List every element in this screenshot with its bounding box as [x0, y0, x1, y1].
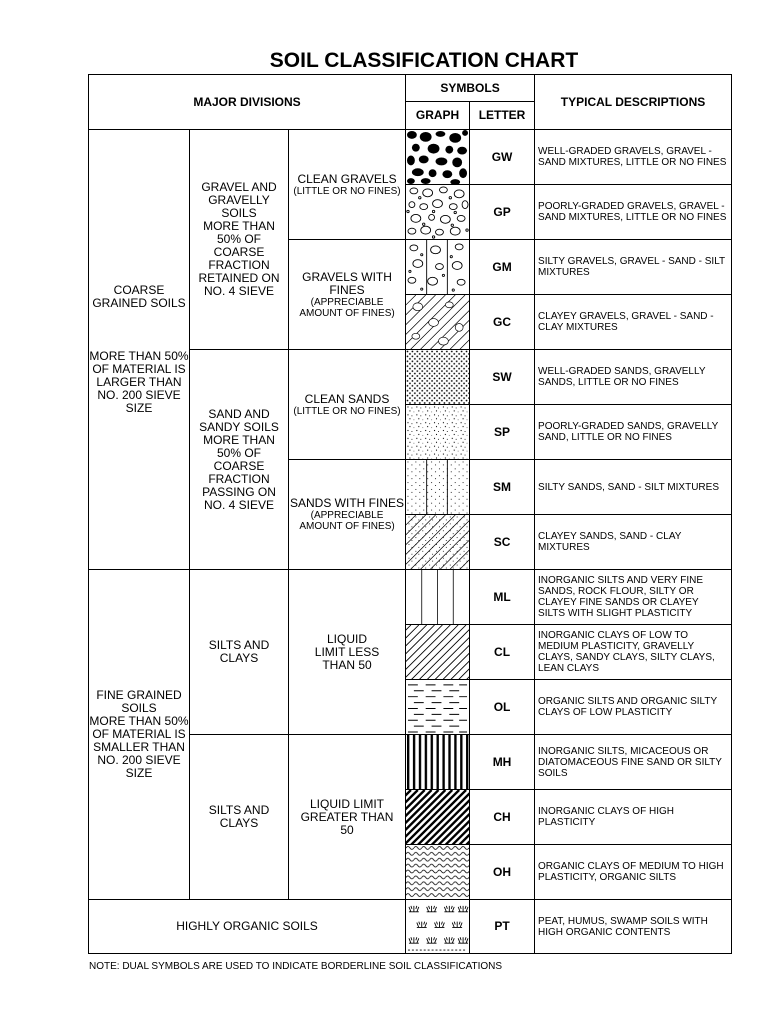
letter-cl: CL: [470, 625, 535, 680]
sand-cell: [190, 350, 289, 570]
liquid-limit-low-label: LIQUID LIMIT LESS THAN 50: [314, 631, 380, 672]
letter-sp: SP: [470, 405, 535, 460]
description-mh: INORGANIC SILTS, MICACEOUS OR DIATOMACEOUS FINE SAND OR SILTY SOILS: [535, 735, 732, 790]
gc-pattern-graphic: [406, 295, 469, 349]
clean-sands-label: CLEAN SANDS: [304, 391, 390, 406]
sm-pattern-graphic: [406, 460, 469, 514]
graph-symbol-mh: [406, 735, 470, 790]
gravel-criterion: MORE THAN 50% OF COARSE FRACTION RETAINED ON NO. 4 SIEVE: [198, 219, 280, 298]
sw-pattern-graphic: [406, 350, 469, 404]
highly-organic-soils-cell: [89, 900, 406, 954]
ml-pattern-graphic: [406, 570, 469, 624]
gravels-with-fines-note: (APPRECIABLE AMOUNT OF FINES): [299, 296, 395, 319]
letter-sw: SW: [470, 350, 535, 405]
soil-classification-table: [88, 74, 732, 954]
description-ch: INORGANIC CLAYS OF HIGH PLASTICITY: [535, 790, 732, 845]
gw-pattern-graphic: [406, 130, 469, 184]
ol-pattern-graphic: [406, 680, 469, 734]
silts-clays-high-label: SILTS AND CLAYS: [208, 803, 270, 830]
silts-clays-low-label: SILTS AND CLAYS: [208, 638, 270, 665]
description-gc: CLAYEY GRAVELS, GRAVEL - SAND - CLAY MIXTURES: [535, 295, 732, 350]
major-divisions-header: MAJOR DIVISIONS: [89, 75, 406, 130]
graph-symbol-gw: [406, 130, 470, 185]
sand-criterion: MORE THAN 50% OF COARSE FRACTION PASSING ON NO. 4 SIEVE: [202, 432, 276, 512]
graph-header: GRAPH: [406, 102, 470, 130]
gp-pattern-graphic: [406, 185, 469, 239]
description-gp: POORLY-GRADED GRAVELS, GRAVEL - SAND MIXTURES, LITTLE OR NO FINES: [535, 185, 732, 240]
clean-gravels-label: CLEAN GRAVELS: [297, 171, 397, 186]
letter-gm: GM: [470, 240, 535, 295]
graph-symbol-ol: [406, 680, 470, 735]
sc-pattern-graphic: [406, 515, 469, 569]
liquid-limit-low-cell: [289, 570, 406, 735]
graph-symbol-pt: [406, 900, 470, 954]
cl-pattern-graphic: [406, 625, 469, 679]
chart-title: SOIL CLASSIFICATION CHART: [269, 49, 579, 72]
clean-sands-cell: [289, 350, 406, 460]
clean-gravels-cell: [289, 130, 406, 240]
gravel-cell: [190, 130, 289, 350]
coarse-grained-criterion: MORE THAN 50% OF MATERIAL IS LARGER THAN NO. 200 SIEVE SIZE: [89, 349, 189, 415]
sands-with-fines-cell: [289, 460, 406, 570]
description-ol: ORGANIC SILTS AND ORGANIC SILTY CLAYS OF LOW PLASTICITY: [535, 680, 732, 735]
description-sc: CLAYEY SANDS, SAND - CLAY MIXTURES: [535, 515, 732, 570]
description-gw: WELL-GRADED GRAVELS, GRAVEL - SAND MIXTURES, LITTLE OR NO FINES: [535, 130, 732, 185]
letter-mh: MH: [470, 735, 535, 790]
gm-pattern-graphic: [406, 240, 469, 294]
letter-ch: CH: [470, 790, 535, 845]
clean-gravels-note: (LITTLE OR NO FINES): [293, 185, 401, 197]
graph-symbol-cl: [406, 625, 470, 680]
ch-pattern-graphic: [406, 790, 469, 844]
fine-grained-criterion: MORE THAN 50% OF MATERIAL IS SMALLER THAN NO. 200 SIEVE SIZE: [89, 714, 189, 780]
letter-gw: GW: [470, 130, 535, 185]
gravel-label: GRAVEL AND GRAVELLY SOILS: [201, 180, 277, 220]
description-sp: POORLY-GRADED SANDS, GRAVELLY SAND, LITTLE OR NO FINES: [535, 405, 732, 460]
coarse-grained-cell: [89, 130, 190, 570]
silts-clays-high-cell: [190, 735, 289, 900]
description-oh: ORGANIC CLAYS OF MEDIUM TO HIGH PLASTICITY, ORGANIC SILTS: [535, 845, 732, 900]
clean-sands-note: (LITTLE OR NO FINES): [293, 405, 401, 417]
letter-header: LETTER: [470, 102, 535, 130]
letter-gp: GP: [470, 185, 535, 240]
gravels-with-fines-cell: [289, 240, 406, 350]
letter-oh: OH: [470, 845, 535, 900]
graph-symbol-ml: [406, 570, 470, 625]
letter-pt: PT: [470, 900, 535, 954]
description-sw: WELL-GRADED SANDS, GRAVELLY SANDS, LITTLE OR NO FINES: [535, 350, 732, 405]
mh-pattern-graphic: [406, 735, 469, 789]
footnote: NOTE: DUAL SYMBOLS ARE USED TO INDICATE BORDERLINE SOIL CLASSIFICATIONS: [89, 961, 503, 972]
letter-gc: GC: [470, 295, 535, 350]
liquid-limit-high-label: LIQUID LIMIT GREATER THAN 50: [300, 796, 394, 837]
description-pt: PEAT, HUMUS, SWAMP SOILS WITH HIGH ORGANIC CONTENTS: [535, 900, 732, 954]
letter-ml: ML: [470, 570, 535, 625]
pt-pattern-graphic: [406, 900, 469, 953]
graph-symbol-sc: [406, 515, 470, 570]
graph-symbol-oh: [406, 845, 470, 900]
graph-symbol-gp: [406, 185, 470, 240]
gravels-with-fines-label: GRAVELS WITH FINES: [302, 269, 392, 297]
description-ml: INORGANIC SILTS AND VERY FINE SANDS, ROCK FLOUR, SILTY OR CLAYEY FINE SANDS OR CLAYEY SILTS WITH SLIGHT PLASTICITY: [535, 570, 732, 625]
symbols-header: SYMBOLS: [406, 75, 535, 102]
graph-symbol-sm: [406, 460, 470, 515]
fine-grained-label: FINE GRAINED SOILS: [96, 688, 182, 715]
sp-pattern-graphic: [406, 405, 469, 459]
graph-symbol-ch: [406, 790, 470, 845]
silts-clays-low-cell: [190, 570, 289, 735]
sand-label: SAND AND SANDY SOILS: [199, 406, 279, 434]
graph-symbol-sp: [406, 405, 470, 460]
graph-symbol-gm: [406, 240, 470, 295]
liquid-limit-high-cell: [289, 735, 406, 900]
letter-sm: SM: [470, 460, 535, 515]
letter-sc: SC: [470, 515, 535, 570]
description-sm: SILTY SANDS, SAND - SILT MIXTURES: [535, 460, 732, 515]
description-gm: SILTY GRAVELS, GRAVEL - SAND - SILT MIXTURES: [535, 240, 732, 295]
graph-symbol-gc: [406, 295, 470, 350]
typical-descriptions-header: TYPICAL DESCRIPTIONS: [535, 75, 732, 130]
letter-ol: OL: [470, 680, 535, 735]
fine-grained-cell: [89, 570, 190, 900]
oh-pattern-graphic: [406, 845, 469, 899]
sands-with-fines-note: (APPRECIABLE AMOUNT OF FINES): [299, 510, 395, 532]
graph-symbol-sw: [406, 350, 470, 405]
sands-with-fines-label: SANDS WITH FINES: [290, 496, 405, 510]
description-cl: INORGANIC CLAYS OF LOW TO MEDIUM PLASTICITY, GRAVELLY CLAYS, SANDY CLAYS, SILTY CLAYS, LEAN CLAYS: [535, 625, 732, 680]
coarse-grained-label: COARSE GRAINED SOILS: [92, 283, 186, 310]
highly-organic-soils-label: HIGHLY ORGANIC SOILS: [176, 919, 318, 933]
